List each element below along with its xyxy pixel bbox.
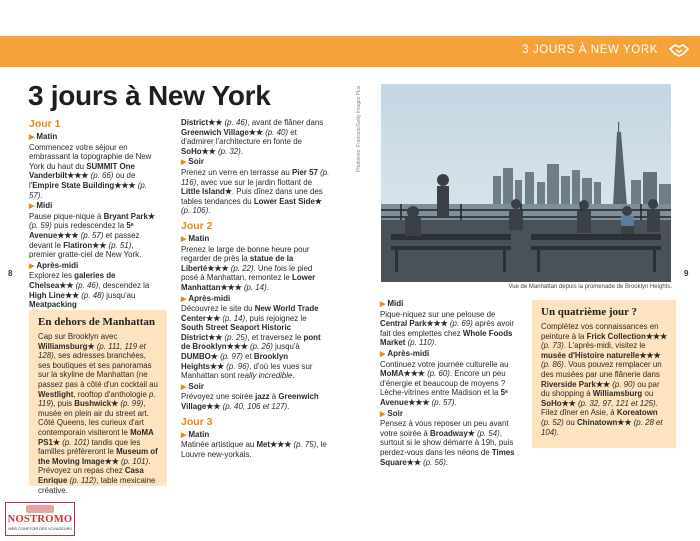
box-text: Complétez vos connaissances en peinture à la Frick Collection★★★ (p. 73). L'après-midi, visitez le musée d'Histoire naturelle★★★ (p. 86). Vous pouvez remplacer un des musées par une flânerie dans Riverside Park★★ (p. 90) ou par du shopping à Williamsburg ou SoHo★★ (p. 32, 97, 121 et 125). Filez dîner en Asie, à Koreatown (p. 52) ou Chinatown★★ (p. 28 et 104). bbox=[541, 322, 668, 437]
day-3-afternoon-text: Continuez votre journée culturelle au MoMA★★★ (p. 60). Encore un peu d'énergie et beaucoup de moyens ? Lèche-vitrines entre Madison et la 5ᵉ Avenue★★★ (p. 57). bbox=[380, 359, 509, 407]
morning-heading: ▶ Matin bbox=[181, 233, 210, 243]
triangle-icon: ▶ bbox=[29, 203, 35, 211]
box-title: En dehors de Manhattan bbox=[38, 316, 156, 328]
triangle-icon: ▶ bbox=[181, 235, 187, 243]
day-1-heading: Jour 1 bbox=[29, 118, 61, 130]
nostromo-logo bbox=[5, 502, 75, 536]
manhattan-skyline-photo bbox=[381, 84, 671, 282]
itinerary-column-3 bbox=[380, 298, 520, 468]
logo-emblem bbox=[26, 505, 54, 513]
header-band bbox=[0, 36, 700, 67]
triangle-icon: ▶ bbox=[181, 383, 187, 391]
day-1-afternoon-text: Explorez les galeries de Chelsea★★ (p. 46), descendez la High Line★★ (p. 48) jusqu'au Meatpacking bbox=[29, 271, 150, 310]
triangle-icon: ▶ bbox=[181, 295, 187, 303]
triangle-icon: ▶ bbox=[181, 431, 187, 439]
day-1-afternoon-text-continued: District★★ (p. 46), avant de flâner dans Greenwich Village★★ (p. 40) et d'admirer l'architecture en fonte de SoHo★★ (p. 32). bbox=[181, 118, 324, 156]
noon-heading: ▶ Midi bbox=[29, 201, 53, 211]
handshake-icon bbox=[668, 41, 690, 61]
evening-heading: ▶ Soir bbox=[181, 157, 204, 167]
day-2-afternoon-text: Découvrez le site du New World Trade Center★★ (p. 14), puis rejoignez le South Street Seaport Historic District★★ (p. 25), et traversez le pont de Brooklyn★★★ (p. 26) jusqu'à DUMBO★ (p. 97) et Brooklyn Heights★★ (p. 96), d'où les vues sur Manhattan sont really incredible. bbox=[181, 304, 321, 381]
afternoon-heading: ▶ Après-midi bbox=[380, 348, 430, 358]
day-2-evening-text: Prévoyez une soirée jazz à Greenwich Village★★ (p. 40, 106 et 127). bbox=[181, 392, 319, 412]
day-3-morning-text: Matinée artistique au Met★★★ (p. 75), le Louvre new-yorkais. bbox=[181, 440, 327, 459]
triangle-icon: ▶ bbox=[380, 301, 386, 308]
page-number-right: 9 bbox=[684, 269, 689, 278]
day-3-noon-text: Pique-niquez sur une pelouse de Central Park★★★ (p. 69) après avoir fait des emplettes chez Whole Foods Market (p. 110). bbox=[380, 309, 514, 348]
header-title: 3 JOURS À NEW YORK bbox=[522, 44, 658, 56]
day-2-heading: Jour 2 bbox=[181, 219, 213, 232]
photo-caption: Vue de Manhattan depuis la promenade de Brooklyn Heights. bbox=[508, 284, 672, 290]
box-title: Un quatrième jour ? bbox=[541, 306, 638, 318]
triangle-icon: ▶ bbox=[181, 159, 187, 167]
day-1-noon-text: Pause pique-nique à Bryant Park★ (p. 59) puis redescendez la 5ᵉ Avenue★★★ (p. 57) et passez devant le Flatiron★★ (p. 51), premier gratte-ciel de New York. bbox=[29, 211, 155, 260]
page-title: 3 jours à New York bbox=[28, 80, 271, 111]
triangle-icon: ▶ bbox=[29, 262, 35, 270]
day-2-morning-text: Prenez le large de bonne heure pour regarder de près la statue de la Liberté★★★ (p. 22). Une fois le pied posé à Manhattan, remontez le Lower Manhattan★★★ (p. 14). bbox=[181, 244, 316, 292]
noon-heading: ▶ Midi bbox=[380, 299, 404, 308]
day-1-evening-text: Prenez un verre en terrasse au Pier 57 (p. 116), avec vue sur le jardin flottant de Little Island★. Puis dînez dans une des tables tendances du Lower East Side★ (p. 106). bbox=[181, 167, 330, 216]
itinerary-column-1 bbox=[29, 118, 159, 311]
logo-name: NOSTROMO bbox=[7, 514, 73, 525]
day-3-heading: Jour 3 bbox=[181, 415, 213, 428]
day-1-morning-text: Commencez votre séjour en embrassant la topographie de New York du haut du SUMMIT One Vanderbilt★★★ (p. 66) ou de l'Empire State Building★★★ (p. 57). bbox=[29, 142, 152, 200]
sidebar-box-outside-manhattan bbox=[29, 310, 167, 495]
morning-heading: ▶ Matin bbox=[181, 429, 210, 439]
box-text: Cap sur Brooklyn avec Williamsburg★ (p. 111, 119 et 128), ses adresses branchées, ses boutiques et ses panoramas sur la skyline de Manhattan (ne passez pas à côté d'un cocktail au Westlight, rooftop d'anthologie p. 119), puis Bushwick★ (p. 99), musée en plein air du street art. Côté Queens, les curieux d'art contemporain visiteront le MoMA PS1★ (p. 101) tandis que les familles préféreront le Museum of the Moving Image★★ (p. 101). Prévoyez un repas chez Casa Enrique (p. 112), table mexicaine créative. bbox=[38, 332, 158, 495]
evening-heading: ▶ Soir bbox=[181, 381, 204, 391]
page-number-left: 8 bbox=[8, 269, 13, 278]
day-3-evening-text: Pensez à vous reposer un peu avant votre soirée à Broadway★ (p. 54), surtout si le show démarre à 19h, puis perdez-vous dans les néons de Times Square★★ (p. 56). bbox=[380, 419, 515, 467]
logo-subtitle: WEB COMPTOIR DES VOYAGEURS bbox=[8, 527, 72, 531]
evening-heading: ▶ Soir bbox=[380, 408, 403, 418]
triangle-icon: ▶ bbox=[380, 410, 386, 418]
photo-credit: Photolove: Francois/Getty Images Plus bbox=[356, 85, 362, 172]
afternoon-heading: ▶ Après-midi bbox=[181, 293, 231, 303]
sidebar-box-fourth-day bbox=[532, 300, 676, 448]
afternoon-heading: ▶ Après-midi bbox=[29, 260, 79, 270]
itinerary-column-2 bbox=[181, 118, 331, 460]
morning-heading: ▶ Matin bbox=[29, 132, 58, 141]
triangle-icon: ▶ bbox=[29, 134, 35, 141]
triangle-icon: ▶ bbox=[380, 350, 386, 358]
